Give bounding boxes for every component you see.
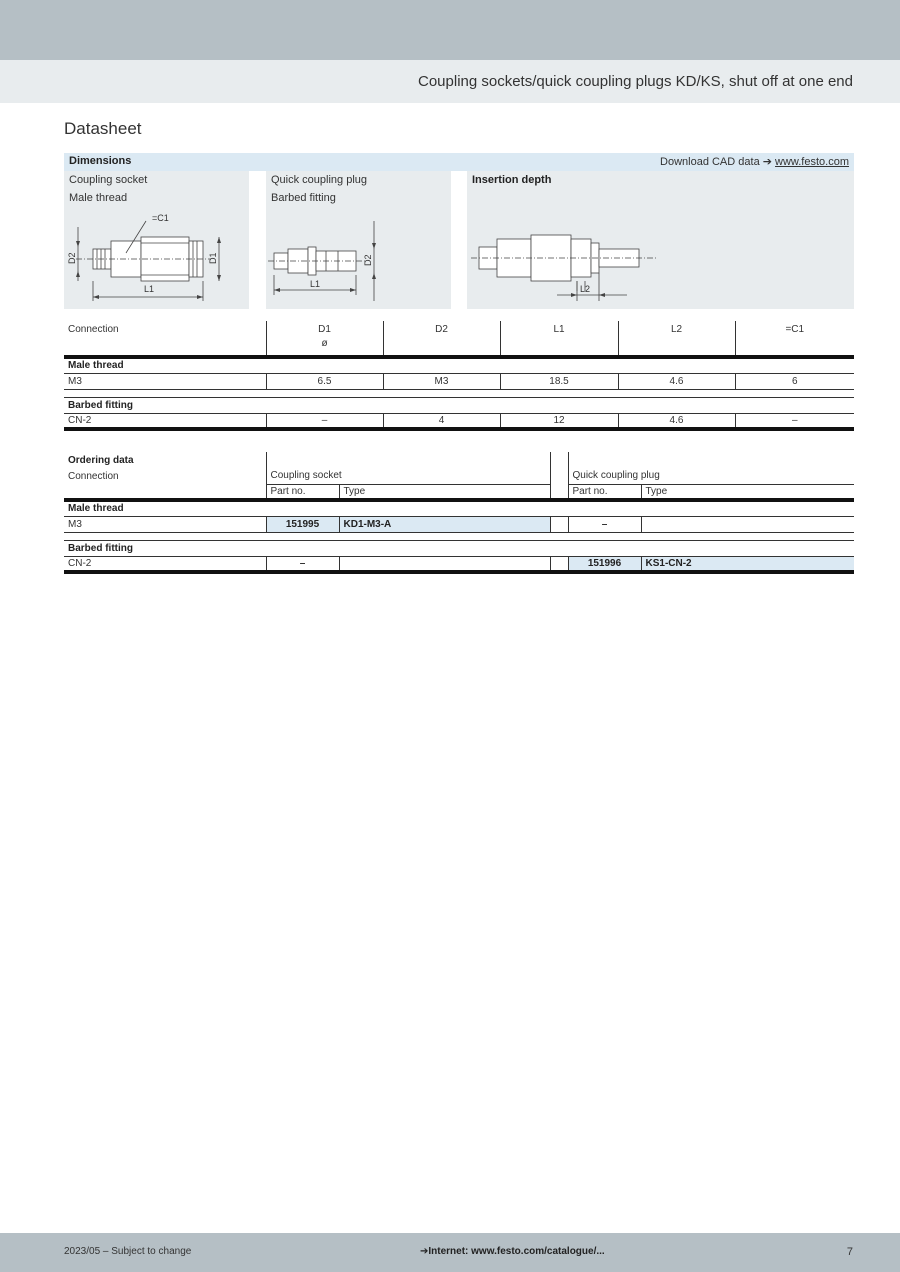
- ordering-table: [64, 452, 854, 574]
- footer-internet-link[interactable]: ➔Internet: www.festo.com/catalogue/...: [420, 1246, 605, 1257]
- order-plug-type[interactable]: KS1-CN-2: [641, 556, 854, 572]
- footer-date: 2023/05 – Subject to change: [64, 1246, 192, 1257]
- dim-cell-d1: –: [266, 413, 383, 429]
- dim-cell-sw: 6: [735, 373, 854, 389]
- cad-download: [660, 155, 849, 168]
- order-group-row: [64, 540, 854, 556]
- order-header-plug: Quick coupling plug: [568, 468, 854, 484]
- plug-l1-label: L1: [310, 279, 321, 289]
- dimensions-label: Dimensions: [69, 155, 132, 167]
- dim-header-l2: L2: [618, 321, 735, 357]
- dim-header-d1: [266, 321, 383, 357]
- ordering-title: Ordering data: [68, 454, 134, 466]
- order-subheader-row: [64, 468, 854, 484]
- d1-label: D1: [208, 252, 218, 264]
- cad-link[interactable]: www.festo.com: [775, 156, 849, 168]
- dim-cell-connection: CN-2: [64, 413, 266, 429]
- insertion-depth-drawing: [467, 171, 854, 309]
- cad-arrow-icon: ➔: [762, 156, 772, 168]
- dim-cell-d2: M3: [383, 373, 500, 389]
- dim-header-d1-label: D1: [318, 324, 331, 335]
- dim-cell-l2: 4.6: [618, 373, 735, 389]
- table-row: [64, 516, 854, 532]
- order-cell-connection: M3: [64, 516, 266, 532]
- sw-label: =C1: [152, 213, 169, 223]
- document-title: Coupling sockets/quick coupling plugs KD/KS, shut off at one end: [418, 73, 853, 90]
- order-socket-part-no: –: [266, 556, 339, 572]
- diameter-icon: ø: [321, 338, 328, 349]
- plug-d2-label: D2: [363, 254, 373, 266]
- panel3-title: Insertion depth: [472, 174, 552, 186]
- order-header-plug-type: Type: [641, 484, 854, 500]
- dim-header-sw: =C1: [735, 321, 854, 357]
- panel-insertion-depth: [467, 171, 854, 309]
- panel-quick-coupling-plug: [266, 171, 451, 309]
- dim-cell-l2: 4.6: [618, 413, 735, 429]
- dimensions-table: [64, 321, 854, 431]
- order-header-socket-type: Type: [339, 484, 550, 500]
- order-socket-type: [339, 556, 550, 572]
- dim-group-row: [64, 397, 854, 413]
- order-group-row: [64, 500, 854, 516]
- order-header-plug-part: Part no.: [568, 484, 641, 500]
- spacer-row: [64, 532, 854, 540]
- order-cell-connection: CN-2: [64, 556, 266, 572]
- table-row: [64, 413, 854, 429]
- order-plug-part-no[interactable]: 151996: [568, 556, 641, 572]
- dim-cell-l1: 18.5: [500, 373, 618, 389]
- dim-group-row: [64, 357, 854, 373]
- dim-cell-d2: 4: [383, 413, 500, 429]
- section-heading: Datasheet: [64, 119, 142, 138]
- dim-cell-connection: M3: [64, 373, 266, 389]
- dim-header-row: [64, 321, 854, 357]
- dim-header-l1: L1: [500, 321, 618, 357]
- d2-label: D2: [67, 252, 77, 264]
- order-title-row: [64, 452, 854, 468]
- cad-text: Download CAD data: [660, 156, 760, 168]
- panel2-subtitle: Barbed fitting: [271, 192, 336, 204]
- page-number: 7: [846, 1246, 853, 1258]
- order-colheader-row: [64, 484, 854, 500]
- order-header-socket-part: Part no.: [266, 484, 339, 500]
- order-socket-part-no[interactable]: 151995: [266, 516, 339, 532]
- order-header-socket: Coupling socket: [266, 468, 550, 484]
- order-header-connection: Connection: [68, 470, 119, 482]
- spacer-row: [64, 389, 854, 397]
- order-plug-type: [641, 516, 854, 532]
- panel-coupling-socket: [64, 171, 249, 309]
- coupling-socket-drawing: [64, 171, 249, 309]
- order-group-label: Male thread: [64, 500, 854, 516]
- l1-label: L1: [144, 284, 155, 294]
- order-plug-part-no: –: [568, 516, 641, 532]
- dim-cell-l1: 12: [500, 413, 618, 429]
- dimensions-header: [64, 153, 854, 171]
- panel1-title: Coupling socket: [69, 174, 148, 186]
- dim-header-connection: Connection: [64, 321, 266, 357]
- l2-label: L2: [580, 284, 591, 294]
- table-row: [64, 373, 854, 389]
- dim-group-label: Male thread: [64, 357, 854, 373]
- table-row: [64, 556, 854, 572]
- quick-coupling-plug-drawing: [266, 171, 451, 309]
- dim-cell-d1: 6.5: [266, 373, 383, 389]
- top-band: [0, 0, 900, 60]
- dim-header-d2: D2: [383, 321, 500, 357]
- order-socket-type[interactable]: KD1-M3-A: [339, 516, 550, 532]
- order-group-label: Barbed fitting: [64, 540, 854, 556]
- dim-group-label: Barbed fitting: [64, 397, 854, 413]
- dim-cell-sw: –: [735, 413, 854, 429]
- panel2-title: Quick coupling plug: [271, 174, 368, 186]
- panel1-subtitle: Male thread: [69, 192, 128, 204]
